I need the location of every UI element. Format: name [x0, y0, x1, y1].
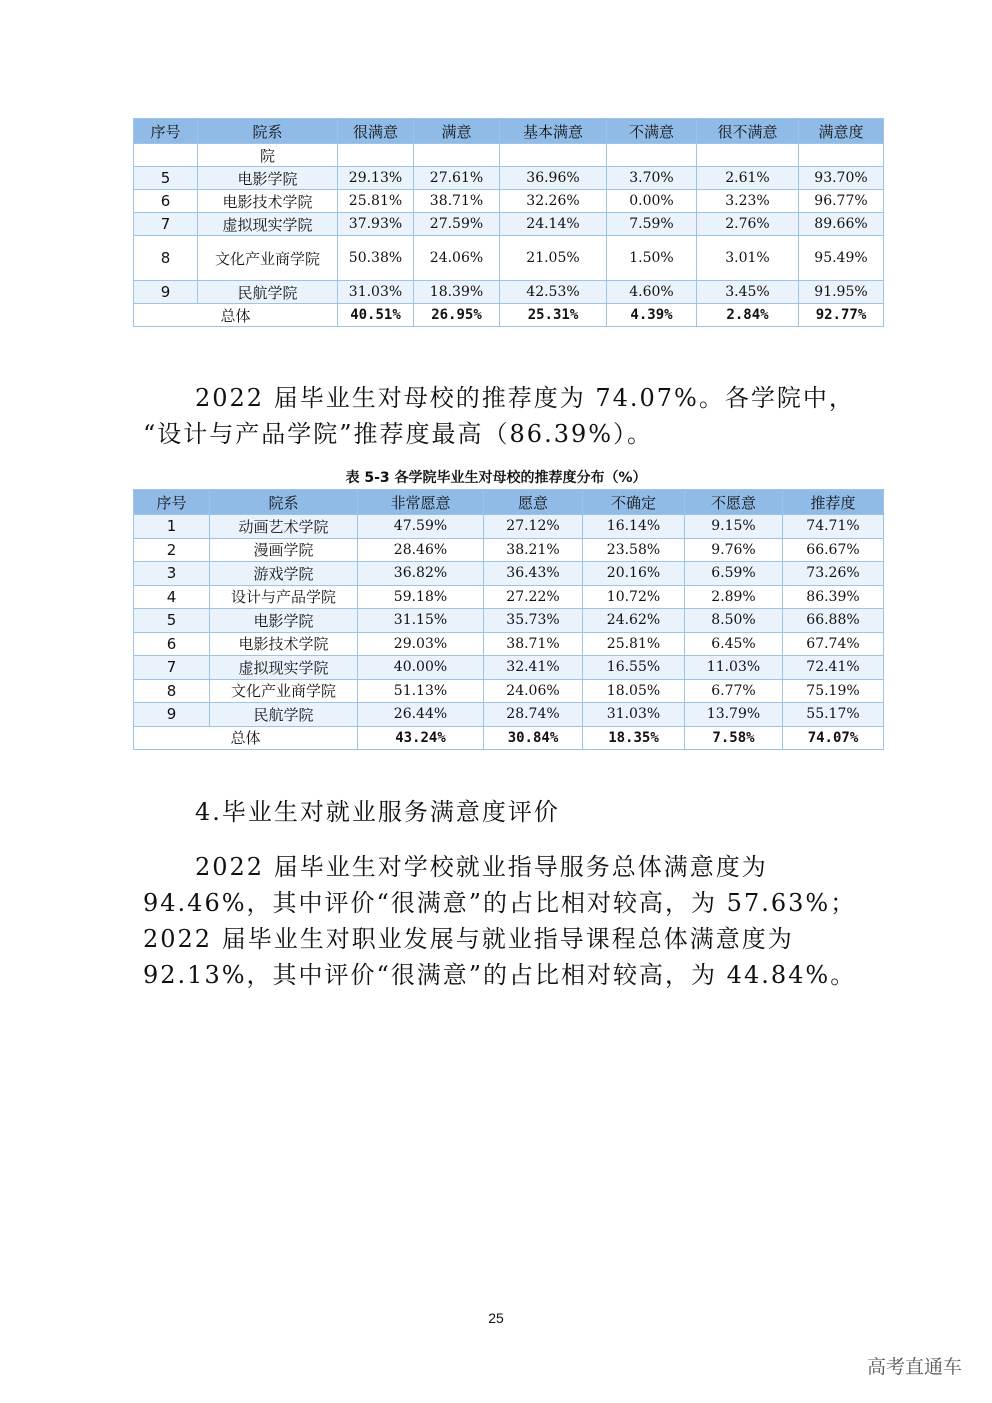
row-name: 电影技术学院 [210, 632, 358, 656]
table-row [134, 144, 884, 167]
paragraph-line: 2022 届毕业生对学校就业指导服务总体满意度为 [195, 853, 768, 881]
table-total-row [134, 304, 884, 327]
row-index: 9 [134, 703, 210, 727]
cell: 25.31% [500, 304, 607, 327]
cell: 18.39% [414, 281, 500, 304]
cell: 16.14% [583, 515, 685, 539]
cell: 4.39% [607, 304, 697, 327]
header-cell: 满意度 [799, 119, 884, 144]
cell: 50.38% [338, 236, 414, 281]
row-name: 院 [198, 144, 338, 167]
row-name: 电影技术学院 [198, 190, 338, 213]
cell: 40.00% [358, 656, 484, 680]
cell: 42.53% [500, 281, 607, 304]
cell: 28.74% [484, 703, 583, 727]
row-index: 5 [134, 167, 198, 190]
cell: 3.01% [697, 236, 799, 281]
table-row [134, 515, 884, 539]
table-caption: 表 5-3 各学院毕业生对母校的推荐度分布（%） [345, 470, 647, 486]
row-index: 1 [134, 515, 210, 539]
cell: 75.19% [783, 679, 884, 703]
page-number: 25 [488, 1310, 504, 1326]
cell: 89.66% [799, 213, 884, 236]
cell: 66.88% [783, 609, 884, 633]
row-index: 8 [134, 236, 198, 281]
header-cell: 院系 [198, 119, 338, 144]
row-name: 游戏学院 [210, 562, 358, 586]
cell: 9.76% [685, 538, 783, 562]
cell: 2.84% [697, 304, 799, 327]
cell: 40.51% [338, 304, 414, 327]
cell: 28.46% [358, 538, 484, 562]
cell: 18.35% [583, 726, 685, 750]
table-row [134, 679, 884, 703]
satisfaction-table [133, 118, 884, 327]
row-index: 2 [134, 538, 210, 562]
cell: 0.00% [607, 190, 697, 213]
cell: 32.41% [484, 656, 583, 680]
cell: 3.23% [697, 190, 799, 213]
cell: 21.05% [500, 236, 607, 281]
row-index: 3 [134, 562, 210, 586]
cell: 3.45% [697, 281, 799, 304]
header-cell: 不满意 [607, 119, 697, 144]
paragraph-line: 94.46%，其中评价“很满意”的占比相对较高，为 57.63%； [143, 889, 857, 917]
table-header-row [134, 490, 884, 515]
cell: 24.62% [583, 609, 685, 633]
header-cell: 非常愿意 [358, 490, 484, 515]
cell: 26.95% [414, 304, 500, 327]
cell: 13.79% [685, 703, 783, 727]
cell: 27.59% [414, 213, 500, 236]
table-row [134, 562, 884, 586]
paragraph-line: “设计与产品学院”推荐度最高（86.39%）。 [143, 420, 654, 448]
row-name: 电影学院 [198, 167, 338, 190]
cell: 1.50% [607, 236, 697, 281]
cell: 92.77% [799, 304, 884, 327]
cell: 4.60% [607, 281, 697, 304]
cell: 29.03% [358, 632, 484, 656]
row-index: 4 [134, 585, 210, 609]
table-row [134, 632, 884, 656]
total-label: 总体 [134, 304, 338, 327]
cell: 31.03% [583, 703, 685, 727]
header-cell: 很不满意 [697, 119, 799, 144]
cell: 25.81% [338, 190, 414, 213]
cell: 24.14% [500, 213, 607, 236]
cell: 43.24% [358, 726, 484, 750]
row-name: 民航学院 [210, 703, 358, 727]
watermark-text: 高考直通车 [866, 1356, 962, 1378]
header-cell: 院系 [210, 490, 358, 515]
row-name: 文化产业商学院 [210, 679, 358, 703]
cell: 27.12% [484, 515, 583, 539]
cell: 2.76% [697, 213, 799, 236]
table-row [134, 656, 884, 680]
cell: 37.93% [338, 213, 414, 236]
table-row [134, 190, 884, 213]
row-name: 设计与产品学院 [210, 585, 358, 609]
cell: 55.17% [783, 703, 884, 727]
cell: 30.84% [484, 726, 583, 750]
cell: 6.45% [685, 632, 783, 656]
cell: 20.16% [583, 562, 685, 586]
row-name: 虚拟现实学院 [210, 656, 358, 680]
cell: 3.70% [607, 167, 697, 190]
cell: 26.44% [358, 703, 484, 727]
row-index: 7 [134, 656, 210, 680]
header-cell: 很满意 [338, 119, 414, 144]
cell: 8.50% [685, 609, 783, 633]
cell: 66.67% [783, 538, 884, 562]
header-cell: 序号 [134, 119, 198, 144]
table-row [134, 281, 884, 304]
cell: 32.26% [500, 190, 607, 213]
cell: 7.59% [607, 213, 697, 236]
row-index: 5 [134, 609, 210, 633]
cell: 73.26% [783, 562, 884, 586]
cell: 9.15% [685, 515, 783, 539]
row-name: 动画艺术学院 [210, 515, 358, 539]
header-cell: 序号 [134, 490, 210, 515]
table-body [134, 515, 884, 750]
header-cell: 满意 [414, 119, 500, 144]
cell: 7.58% [685, 726, 783, 750]
cell: 16.55% [583, 656, 685, 680]
row-name: 文化产业商学院 [198, 236, 338, 281]
row-name: 民航学院 [198, 281, 338, 304]
header-cell: 愿意 [484, 490, 583, 515]
cell: 95.49% [799, 236, 884, 281]
header-cell: 不确定 [583, 490, 685, 515]
cell: 31.15% [358, 609, 484, 633]
cell: 6.77% [685, 679, 783, 703]
section-heading: 4.毕业生对就业服务满意度评价 [195, 798, 560, 826]
cell: 2.89% [685, 585, 783, 609]
row-index: 7 [134, 213, 198, 236]
cell: 2.61% [697, 167, 799, 190]
cell: 59.18% [358, 585, 484, 609]
paragraph-line: 92.13%，其中评价“很满意”的占比相对较高，为 44.84%。 [143, 961, 857, 989]
row-index: 6 [134, 632, 210, 656]
total-label: 总体 [134, 726, 358, 750]
table-row [134, 585, 884, 609]
table-row [134, 236, 884, 281]
row-index: 9 [134, 281, 198, 304]
cell: 91.95% [799, 281, 884, 304]
cell: 47.59% [358, 515, 484, 539]
cell: 72.41% [783, 656, 884, 680]
row-name: 电影学院 [210, 609, 358, 633]
table-row [134, 703, 884, 727]
recommendation-table [133, 489, 884, 750]
table-total-row [134, 726, 884, 750]
header-cell: 基本满意 [500, 119, 607, 144]
cell: 27.61% [414, 167, 500, 190]
cell: 36.43% [484, 562, 583, 586]
cell: 29.13% [338, 167, 414, 190]
header-cell: 推荐度 [783, 490, 884, 515]
cell: 18.05% [583, 679, 685, 703]
cell: 11.03% [685, 656, 783, 680]
cell: 25.81% [583, 632, 685, 656]
cell: 38.21% [484, 538, 583, 562]
cell: 35.73% [484, 609, 583, 633]
row-index: 8 [134, 679, 210, 703]
table-row [134, 609, 884, 633]
cell: 38.71% [414, 190, 500, 213]
row-name: 漫画学院 [210, 538, 358, 562]
header-cell: 不愿意 [685, 490, 783, 515]
table-row [134, 167, 884, 190]
cell: 67.74% [783, 632, 884, 656]
cell: 96.77% [799, 190, 884, 213]
table-row [134, 538, 884, 562]
cell: 10.72% [583, 585, 685, 609]
cell: 36.96% [500, 167, 607, 190]
paragraph-line: 2022 届毕业生对母校的推荐度为 74.07%。各学院中， [195, 384, 855, 412]
row-name: 虚拟现实学院 [198, 213, 338, 236]
row-index: 6 [134, 190, 198, 213]
paragraph-line: 2022 届毕业生对职业发展与就业指导课程总体满意度为 [143, 925, 794, 953]
cell: 93.70% [799, 167, 884, 190]
cell: 86.39% [783, 585, 884, 609]
cell: 27.22% [484, 585, 583, 609]
cell: 36.82% [358, 562, 484, 586]
table-row [134, 213, 884, 236]
cell: 38.71% [484, 632, 583, 656]
row-index [134, 144, 198, 167]
cell: 24.06% [484, 679, 583, 703]
table-header-row [134, 119, 884, 144]
cell: 23.58% [583, 538, 685, 562]
cell: 74.07% [783, 726, 884, 750]
cell: 6.59% [685, 562, 783, 586]
cell: 31.03% [338, 281, 414, 304]
cell: 74.71% [783, 515, 884, 539]
cell: 24.06% [414, 236, 500, 281]
cell: 51.13% [358, 679, 484, 703]
